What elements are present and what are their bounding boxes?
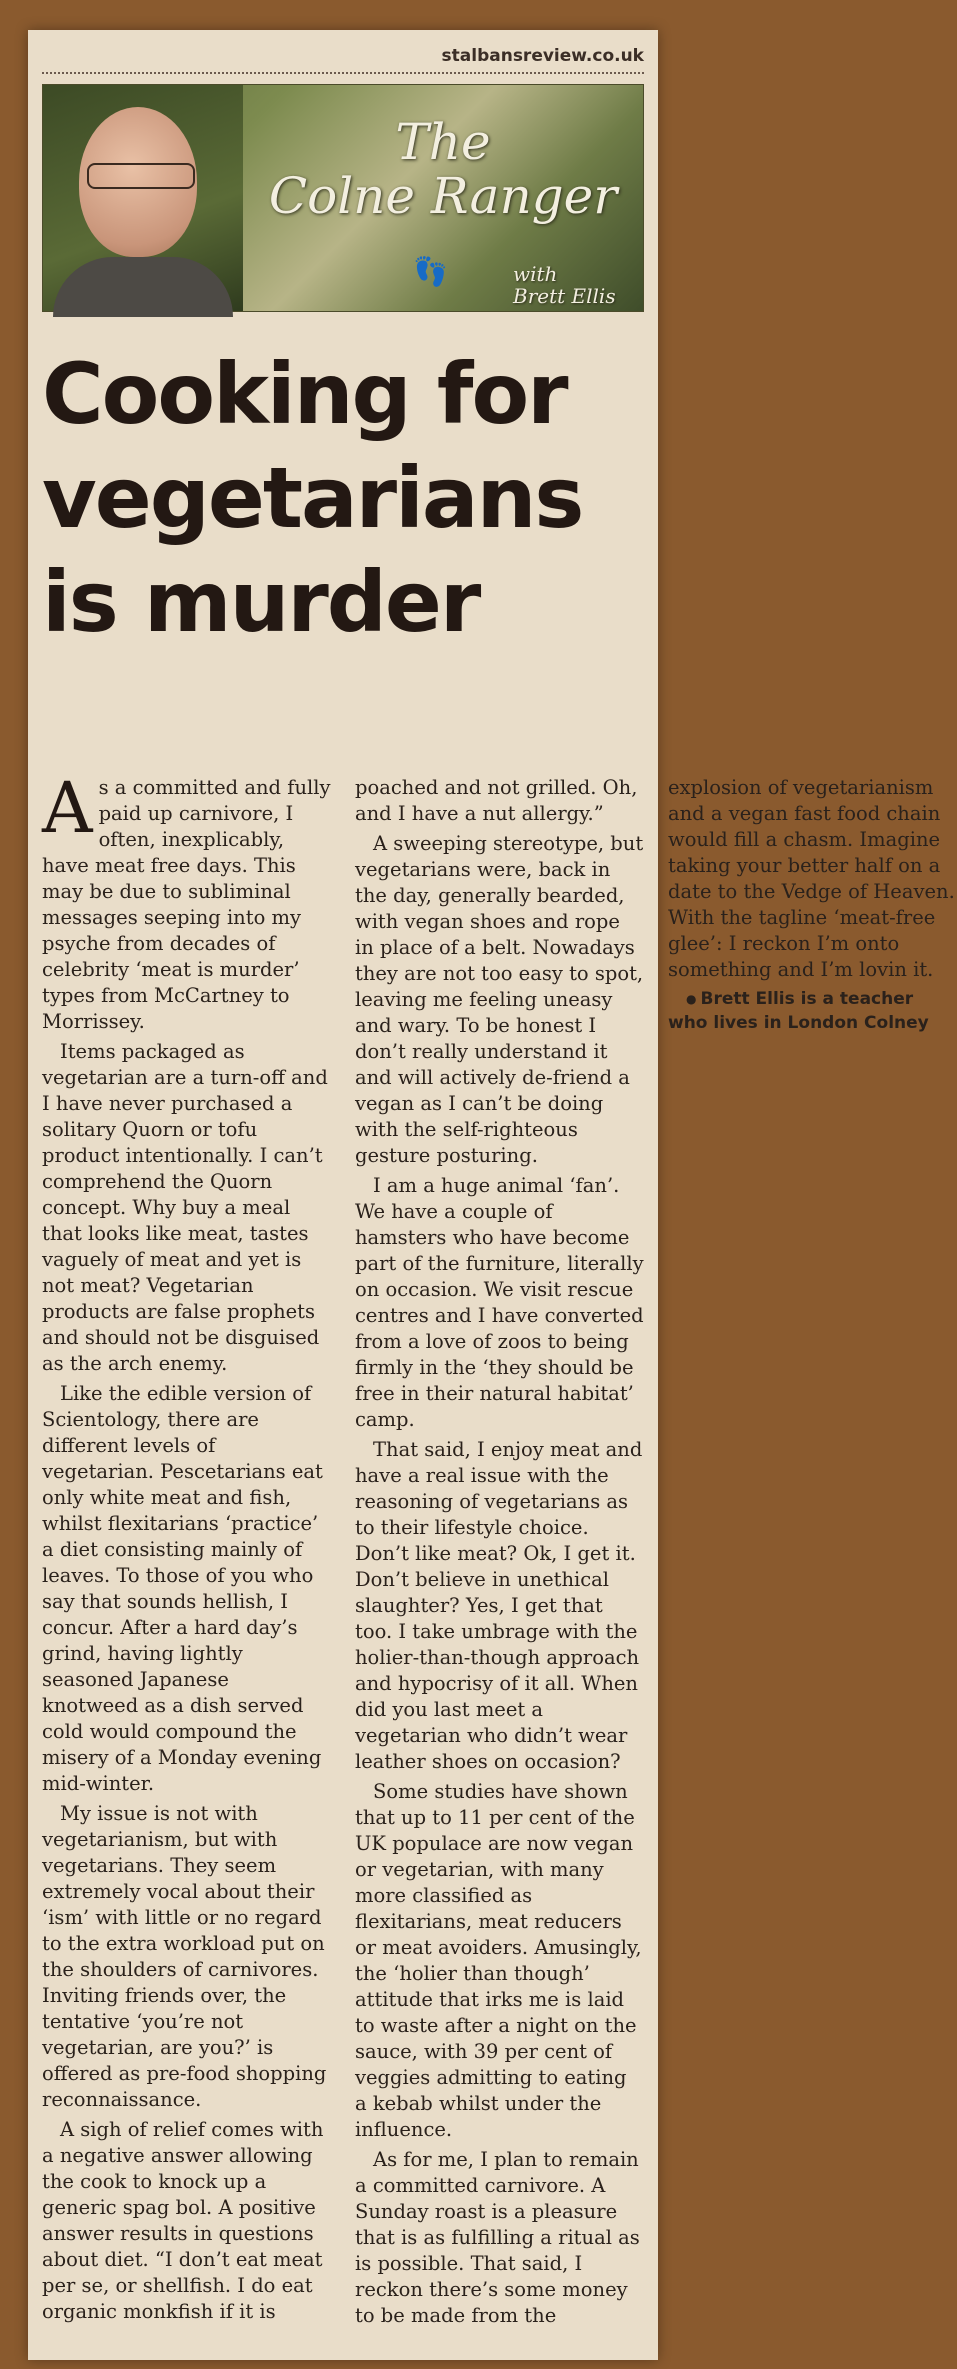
headline-line: Cooking for	[42, 345, 567, 443]
article-body	[42, 767, 955, 2330]
article-paragraph: A sigh of relief comes with a negative answer allowing the cook to knock up a generic spag bol. A positive answer results in questions about diet. “I don’t eat meat per se, or shellfish. I do eat organic monkfish if it is poached and not grilled. Oh, and I have a nut allergy.”	[42, 776, 638, 2323]
author-photo	[43, 85, 243, 311]
article-paragraph: That said, I enjoy meat and have a real issue with the reasoning of vegetarians as to their lifestyle choice. Don’t like meat? Ok, I get it. Don’t believe in unethical slaughter? Yes, I get that too. I take umbrage with the holier-than-though approach and hypocrisy of it all. When did you last meet a vegetarian who didn’t wear leather shoes on occasion?	[355, 1438, 643, 1773]
newspaper-clipping	[28, 30, 955, 2360]
column-banner	[42, 84, 644, 312]
column-byline	[513, 263, 616, 307]
byline-with: with	[513, 262, 558, 286]
article-paragraph: Items packaged as vegetarian are a turn-off and I have never purchased a solitary Quorn or tofu product intentionally. I can’t comprehend the Quorn concept. Why buy a meal that looks like meat, tastes vaguely of meat and yet is not meat? Vegetarian products are false prophets and should not be disguised as the arch enemy.	[42, 1040, 328, 1375]
headline	[42, 342, 644, 654]
byline-name: Brett Ellis	[513, 284, 616, 308]
column-title-line2: Colne Ranger	[268, 167, 618, 225]
column-title	[253, 115, 633, 223]
drop-cap: A	[42, 767, 93, 849]
headline-line: vegetarians	[42, 449, 583, 547]
article-paragraph: My issue is not with vegetarianism, but with vegetarians. They seem extremely vocal about their ‘ism’ with little or no regard to the extra workload put on the shoulders of carnivores. Inviting friends over, the tentative ‘you’re not vegetarian, are you?’ is offered as pre-food shopping reconnaissance.	[42, 1802, 327, 2111]
article-paragraph: Like the edible version of Scientology, there are different levels of vegetarian. Pescetarians eat only white meat and fish, whilst flexitarians ‘practice’ a diet consisting mainly of leaves. To those of you who say that sounds hellish, I concur. After a hard day’s grind, having lightly seasoned Japanese knotweed as a dish served cold would compound the misery of a Monday evening mid-winter.	[42, 1382, 323, 1795]
article-paragraph	[42, 767, 331, 1035]
article-paragraph: Some studies have shown that up to 11 per cent of the UK populace are now vegan or vegetarian, with many more classified as flexitarians, meat reducers or meat avoiders. Amusingly, the ‘holier than though’ attitude that irks me is laid to waste after a night on the sauce, with 39 per cent of veggies admitting to eating a kebab whilst under the influence.	[355, 1780, 642, 2141]
author-shirt	[53, 257, 233, 317]
bullet-icon: ●	[686, 992, 697, 1006]
footprints-icon: 👣	[413, 255, 448, 288]
author-note	[668, 987, 957, 1035]
article-paragraph-text: s a committed and fully paid up carnivore, I often, inexplicably, have meat free days. This may be due to subliminal messages seeping into my psyche from decades of celebrity ‘meat is murder’ types from McCartney to Morrissey.	[42, 776, 331, 1033]
article-paragraph: As for me, I plan to remain a committed carnivore. A Sunday roast is a pleasure that is as fulfilling a ritual as is possible. That said, I reckon there’s some money to be made from the explosion of vegetarianism and a vegan fast food chain would fill a chasm. Imagine taking your better half on a date to the Vedge of Heaven. With the tagline ‘meat-free glee’: I reckon I’m onto something and I’m lovin it.	[355, 776, 955, 2327]
author-glasses	[87, 163, 195, 189]
author-note-text: Brett Ellis is a teacher who lives in London Colney	[668, 989, 929, 1033]
dotted-divider	[42, 72, 644, 74]
site-url: stalbansreview.co.uk	[441, 46, 644, 66]
headline-line: is murder	[42, 553, 480, 651]
article-paragraph: I am a huge animal ‘fan’. We have a couple of hamsters who have become part of the furniture, literally on occasion. We visit rescue centres and I have converted from a love of zoos to being firmly in the ‘they should be free in their natural habitat’ camp.	[355, 1174, 644, 1431]
article-paragraph: A sweeping stereotype, but vegetarians were, back in the day, generally bearded, with vegan shoes and rope in place of a belt. Nowadays they are not too easy to spot, leaving me feeling uneasy and wary. To be honest I don’t really understand it and will actively de-friend a vegan as I can’t be doing with the self-righteous gesture posturing.	[355, 832, 644, 1167]
column-title-line1: The	[395, 113, 491, 171]
